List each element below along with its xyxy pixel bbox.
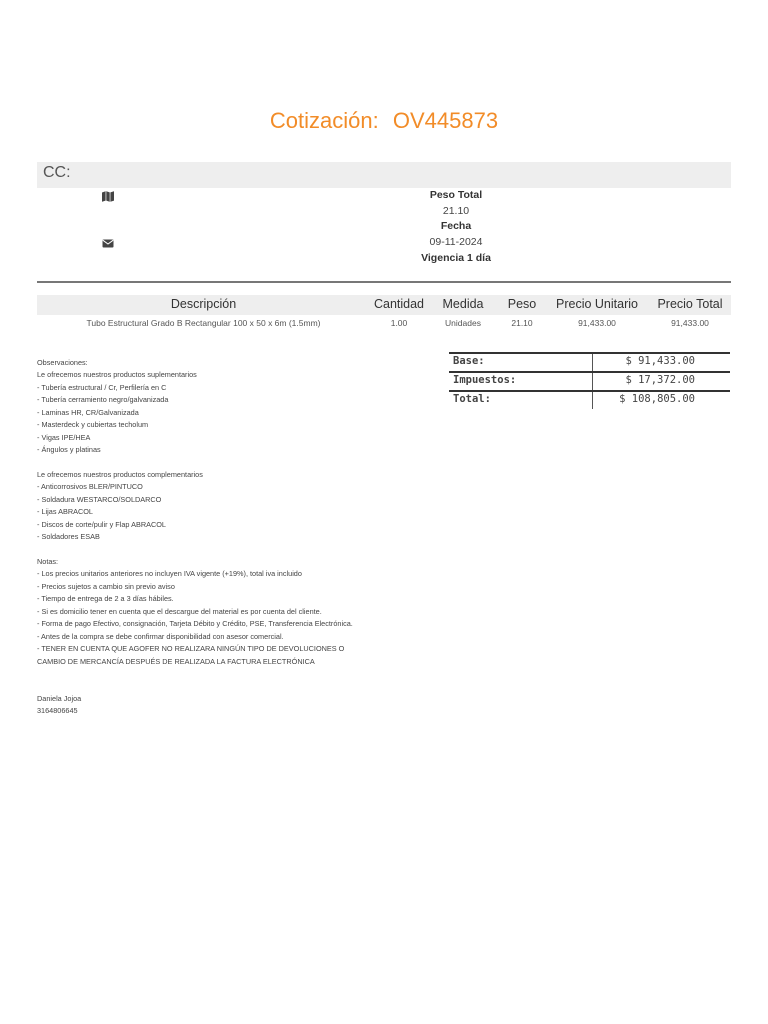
info-block bbox=[356, 188, 556, 267]
note-line: - Anticorrosivos BLER/PINTUCO bbox=[37, 482, 143, 492]
totals-row-total bbox=[449, 390, 730, 409]
cell-medida: Unidades bbox=[445, 318, 481, 328]
note-line: - Forma de pago Efectivo, consignación, Tarjeta Débito y Crédito, PSE, Transferencia Electrónica. bbox=[37, 619, 353, 629]
header-cantidad: Cantidad bbox=[373, 297, 425, 311]
impuestos-label: Impuestos: bbox=[453, 374, 517, 386]
total-value: $ 108,805.00 bbox=[619, 393, 695, 405]
vigencia-label: Vigencia 1 día bbox=[421, 252, 491, 264]
section-divider bbox=[37, 281, 731, 283]
note-line: 3164806645 bbox=[37, 706, 78, 716]
peso-total-label: Peso Total bbox=[429, 189, 483, 201]
note-line: - Vigas IPE/HEA bbox=[37, 432, 91, 442]
note-line: - Laminas HR, CR/Galvanizada bbox=[37, 407, 139, 417]
totals-row-base bbox=[449, 352, 730, 371]
note-line: - Masterdeck y cubiertas techolum bbox=[37, 420, 149, 430]
page-title bbox=[0, 108, 768, 134]
cell-precio-total: 91,433.00 bbox=[671, 318, 709, 328]
peso-total-value: 21.10 bbox=[442, 204, 470, 217]
note-line: - Soldadores ESAB bbox=[37, 532, 100, 542]
cell-precio-unitario: 91,433.00 bbox=[578, 318, 616, 328]
cc-label: CC: bbox=[43, 164, 71, 181]
fecha-label: Fecha bbox=[440, 220, 472, 232]
note-line: - Precios sujetos a cambio sin previo aviso bbox=[37, 581, 175, 591]
note-line: - Tiempo de entrega de 2 a 3 días hábiles. bbox=[37, 594, 174, 604]
impuestos-value: $ 17,372.00 bbox=[625, 374, 695, 386]
note-line bbox=[37, 457, 437, 469]
envelope-icon bbox=[102, 238, 116, 250]
totals-row-impuestos bbox=[449, 371, 730, 390]
note-line: Observaciones: bbox=[37, 358, 88, 367]
table-header bbox=[37, 295, 731, 315]
note-line bbox=[37, 680, 437, 692]
envelope-icon-graphic bbox=[102, 238, 114, 249]
header-peso: Peso bbox=[507, 297, 537, 311]
note-line: - Tubería estructural / Cr, Perfilería en C bbox=[37, 382, 167, 392]
base-label: Base: bbox=[453, 355, 485, 367]
note-line: - Soldadura WESTARCO/SOLDARCO bbox=[37, 494, 162, 504]
header-descripcion: Descripción bbox=[170, 297, 237, 311]
order-code: OV445873 bbox=[392, 108, 499, 133]
total-label: Total: bbox=[453, 393, 491, 405]
note-line: Notas: bbox=[37, 557, 59, 566]
note-line: Le ofrecemos nuestros productos complementarios bbox=[37, 469, 203, 479]
header-medida: Medida bbox=[442, 297, 484, 311]
note-line: CAMBIO DE MERCANCÍA DESPUÉS DE REALIZADA LA FACTURA ELECTRÓNICA bbox=[37, 656, 315, 666]
cell-descripcion: Tubo Estructural Grado B Rectangular 100 x 50 x 6m (1.5mm) bbox=[86, 318, 321, 328]
note-line: - Ángulos y platinas bbox=[37, 445, 101, 455]
note-line: Le ofrecemos nuestros productos suplementarios bbox=[37, 370, 197, 380]
header-precio-unitario: Precio Unitario bbox=[556, 297, 638, 311]
note-line: - Tubería cerramiento negro/galvanizada bbox=[37, 395, 169, 405]
note-line: - Antes de la compra se debe confirmar disponibilidad con asesor comercial. bbox=[37, 631, 284, 641]
base-value: $ 91,433.00 bbox=[625, 355, 695, 367]
cell-peso: 21.10 bbox=[511, 318, 533, 328]
note-line: - Lijas ABRACOL bbox=[37, 507, 93, 517]
totals-table bbox=[449, 352, 730, 409]
header-precio-total: Precio Total bbox=[657, 297, 723, 311]
note-line bbox=[37, 544, 437, 556]
note-line: Daniela Jojoa bbox=[37, 693, 82, 703]
note-line: - Discos de corte/pulir y Flap ABRACOL bbox=[37, 519, 166, 529]
note-line bbox=[37, 668, 437, 680]
note-line: - TENER EN CUENTA QUE AGOFER NO REALIZARA NINGÚN TIPO DE DEVOLUCIONES O bbox=[37, 644, 345, 654]
note-line: - Si es domicilio tener en cuenta que el descargue del material es por cuenta del cliente. bbox=[37, 606, 322, 616]
map-icon-graphic bbox=[102, 191, 114, 202]
observaciones-notes bbox=[37, 357, 437, 718]
fecha-value: 09-11-2024 bbox=[429, 235, 483, 248]
cell-cantidad: 1.00 bbox=[390, 318, 408, 328]
title-label: Cotización: bbox=[269, 108, 379, 133]
cc-bar bbox=[37, 162, 731, 188]
note-line: - Los precios unitarios anteriores no incluyen IVA vigente (+19%), total iva incluido bbox=[37, 569, 302, 579]
map-icon bbox=[102, 191, 116, 203]
